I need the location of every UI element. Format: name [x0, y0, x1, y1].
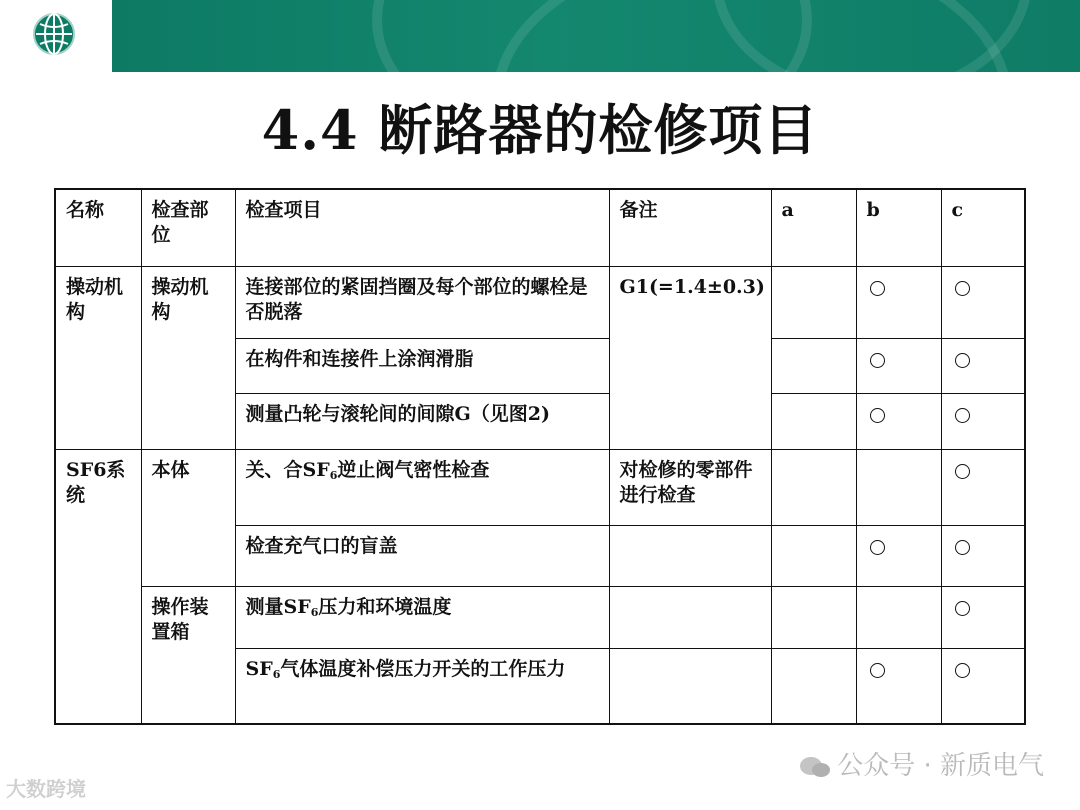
check-circle-icon — [955, 540, 970, 555]
cell-item: 测量凸轮与滚轮间的间隙G（见图2) — [235, 393, 609, 449]
header-cell-item: 检查项目 — [235, 189, 609, 266]
check-circle-icon — [870, 281, 885, 296]
cell-a — [771, 393, 856, 449]
cell-name: SF6系统 — [55, 449, 141, 724]
check-circle-icon — [870, 540, 885, 555]
cell-b — [856, 449, 941, 525]
check-circle-icon — [955, 601, 970, 616]
cell-note: 对检修的零部件进行检查 — [609, 449, 771, 525]
cell-b — [856, 393, 941, 449]
cell-item: 关、合$SF_6$逆止阀气密性检查 — [235, 449, 609, 525]
check-circle-icon — [870, 353, 885, 368]
cell-a — [771, 648, 856, 724]
page-title: 4.4 断路器的检修项目 — [261, 98, 819, 162]
table-header-row — [55, 189, 1025, 266]
cell-a — [771, 266, 856, 338]
table-row — [55, 449, 1025, 525]
check-circle-icon — [955, 353, 970, 368]
cell-a — [771, 586, 856, 648]
table-row — [55, 586, 1025, 648]
cell-a — [771, 525, 856, 586]
cell-c — [941, 586, 1025, 648]
cell-c — [941, 338, 1025, 393]
header-banner — [112, 0, 1080, 72]
cell-name: 操动机构 — [55, 266, 141, 449]
wechat-icon — [799, 756, 831, 778]
inspection-table — [54, 188, 1026, 725]
cell-note — [609, 525, 771, 586]
cell-note — [609, 648, 771, 724]
company-logo-icon — [32, 12, 76, 56]
check-circle-icon — [870, 408, 885, 423]
watermark-right: 公众号 · 新质电气 — [799, 745, 1044, 782]
cell-b — [856, 266, 941, 338]
cell-a — [771, 338, 856, 393]
cell-note — [609, 586, 771, 648]
cell-b — [856, 525, 941, 586]
check-circle-icon — [955, 408, 970, 423]
cell-a — [771, 449, 856, 525]
cell-c — [941, 648, 1025, 724]
cell-item: 测量$SF_6$压力和环境温度 — [235, 586, 609, 648]
cell-c — [941, 449, 1025, 525]
header-cell-a: a — [771, 189, 856, 266]
cell-part: 操作装置箱 — [141, 586, 235, 724]
cell-c — [941, 266, 1025, 338]
header-cell-name: 名称 — [55, 189, 141, 266]
cell-item: $SF_6$气体温度补偿压力开关的工作压力 — [235, 648, 609, 724]
cell-part: 本体 — [141, 449, 235, 586]
cell-item: 在构件和连接件上涂润滑脂 — [235, 338, 609, 393]
table-row — [55, 266, 1025, 338]
cell-c — [941, 525, 1025, 586]
cell-item: 连接部位的紧固挡圈及每个部位的螺栓是否脱落 — [235, 266, 609, 338]
cell-b — [856, 586, 941, 648]
header-cell-c: c — [941, 189, 1025, 266]
header-cell-b: b — [856, 189, 941, 266]
watermark-left: 大数跨境 — [6, 777, 86, 801]
header-cell-part: 检查部位 — [141, 189, 235, 266]
check-circle-icon — [955, 663, 970, 678]
check-circle-icon — [955, 464, 970, 479]
header-cell-note: 备注 — [609, 189, 771, 266]
cell-item: 检查充气口的盲盖 — [235, 525, 609, 586]
cell-part: 操动机构 — [141, 266, 235, 449]
check-circle-icon — [870, 663, 885, 678]
cell-note: G1(=1.4±0.3) — [609, 266, 771, 449]
cell-b — [856, 338, 941, 393]
cell-c — [941, 393, 1025, 449]
check-circle-icon — [955, 281, 970, 296]
cell-b — [856, 648, 941, 724]
